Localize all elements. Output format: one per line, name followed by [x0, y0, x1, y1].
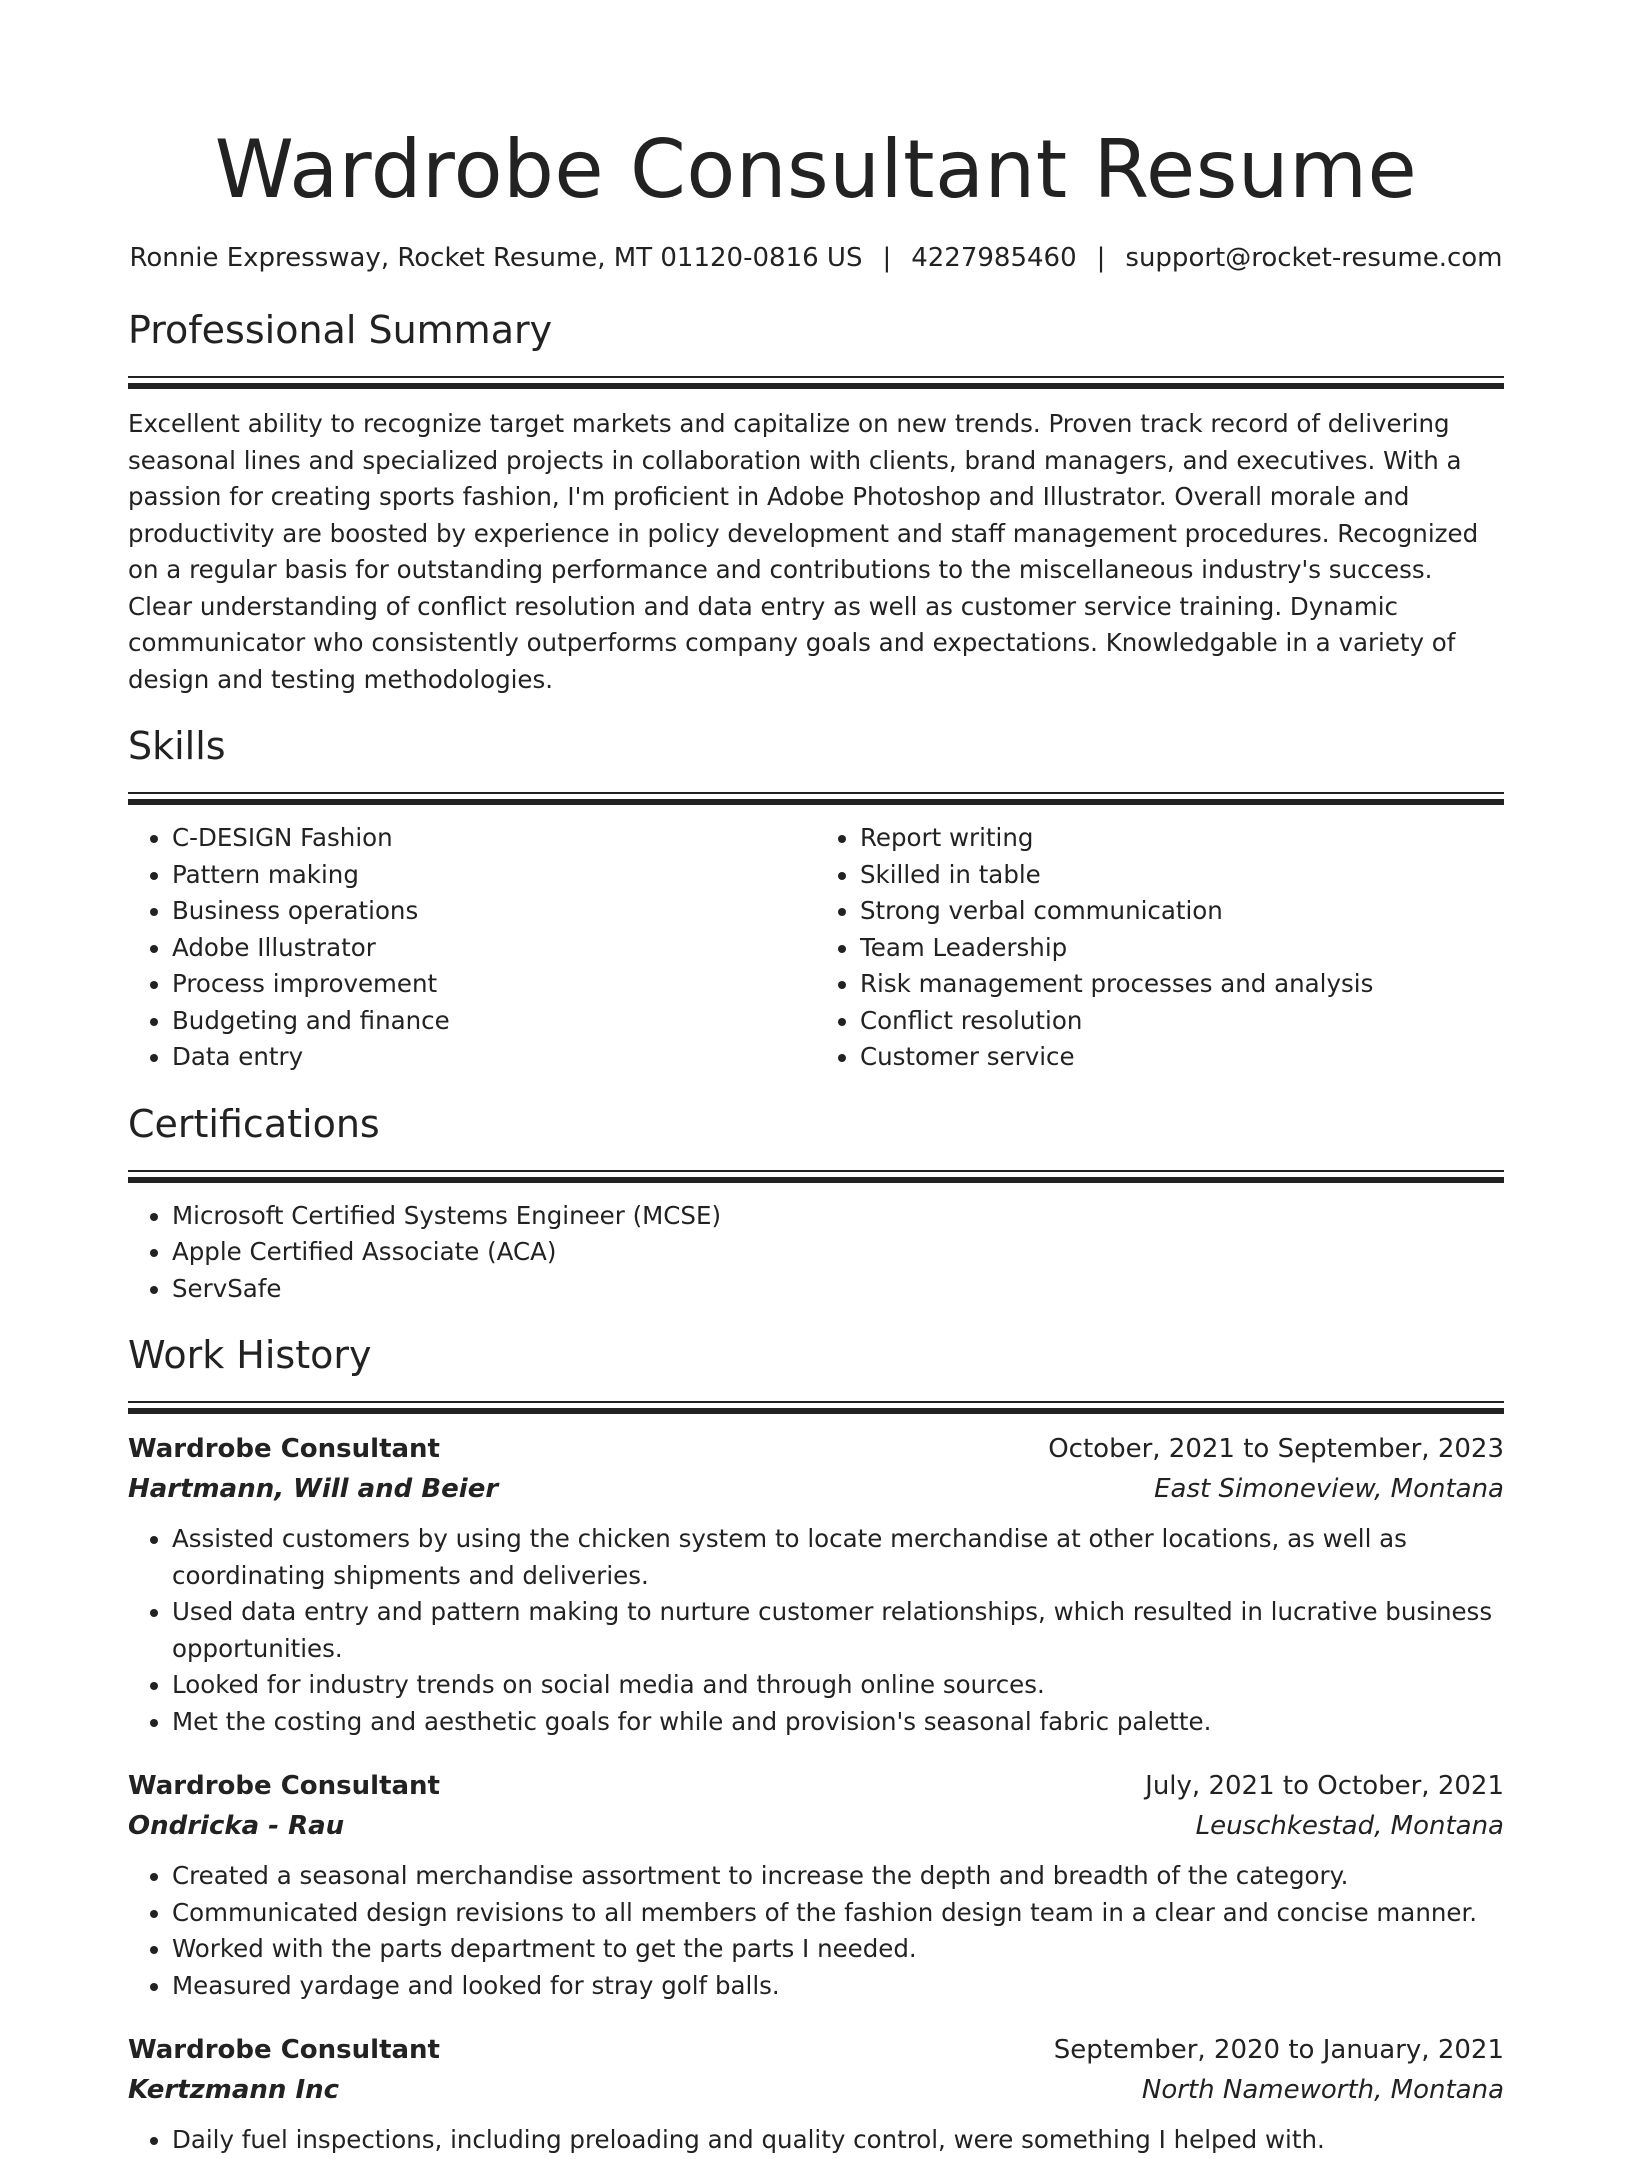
job-location: North Nameworth, Montana	[1141, 2075, 1504, 2105]
job-bullet: • Daily fuel inspections, including preloading and quality control, were something I helped with.	[172, 2122, 1504, 2159]
skill-item: • Team Leadership	[860, 930, 1504, 967]
certification-item: • ServSafe	[172, 1271, 1504, 1308]
contact-separator: |	[882, 243, 892, 273]
certification-item: • Microsoft Certified Systems Engineer (MCSE)	[172, 1198, 1504, 1235]
job-subheader	[128, 1469, 1504, 1509]
skill-item: • Data entry	[172, 1039, 816, 1076]
section-divider	[128, 1170, 1504, 1182]
skill-item: • Process improvement	[172, 966, 816, 1003]
summary-heading: Professional Summary	[128, 308, 553, 352]
job-company: Ondricka - Rau	[128, 1811, 345, 1841]
skill-item: • Business operations	[172, 893, 816, 930]
skill-item: • C-DESIGN Fashion	[172, 820, 816, 857]
job-bullet: • Communicated design revisions to all members of the fashion design team in a clear and concise manner.	[172, 1895, 1504, 1932]
job-bullet: • Created a seasonal merchandise assortment to increase the depth and breadth of the category.	[172, 1858, 1504, 1895]
work-history-section	[128, 1331, 1504, 2159]
job-company: Kertzmann Inc	[128, 2075, 340, 2105]
summary-section	[128, 306, 1504, 698]
job-header	[128, 1766, 1504, 1806]
contact-separator: |	[1096, 243, 1106, 273]
job-header	[128, 2030, 1504, 2070]
skill-item: • Budgeting and finance	[172, 1003, 816, 1040]
job-title: Wardrobe Consultant	[128, 1771, 440, 1801]
skill-item: • Conflict resolution	[860, 1003, 1504, 1040]
skill-item: • Risk management processes and analysis	[860, 966, 1504, 1003]
skills-columns	[128, 820, 1504, 1076]
job-bullet-list	[128, 1521, 1504, 1740]
job-company: Hartmann, Will and Beier	[128, 1474, 499, 1504]
job-bullet: • Met the costing and aesthetic goals for while and provision's seasonal fabric palette.	[172, 1704, 1504, 1741]
job-bullet: • Assisted customers by using the chicken system to locate merchandise at other locations, as well as coordinating shipments and deliveries.	[172, 1521, 1504, 1594]
contact-line	[128, 240, 1504, 276]
skill-item: • Report writing	[860, 820, 1504, 857]
section-divider	[128, 376, 1504, 388]
job-entry	[128, 2030, 1504, 2159]
skills-left-list	[128, 820, 816, 1076]
job-location: Leuschkestad, Montana	[1195, 1811, 1504, 1841]
job-title: Wardrobe Consultant	[128, 2035, 440, 2065]
skill-item: • Pattern making	[172, 857, 816, 894]
certifications-heading: Certifications	[128, 1101, 380, 1146]
summary-text: Excellent ability to recognize target markets and capitalize on new trends. Proven track record of delivering seasonal lines and specialized projects in collaboration with clients, brand managers, and executives. With a passion for creating sports fashion, I'm proficient in Adobe Photoshop and Illustrator. Overall morale and productivity are boosted by experience in policy development and staff management procedures. Recognized on a regular basis for outstanding performance and contributions to the miscellaneous industry's success. Clear understanding of conflict resolution and data entry as well as customer service training. Dynamic communicator who consistently outperforms company goals and expectations. Knowledgable in a variety of design and testing methodologies.	[128, 409, 1479, 694]
job-bullet: • Used data entry and pattern making to nurture customer relationships, which resulted in lucrative business opportunities.	[172, 1594, 1504, 1667]
job-dates: July, 2021 to October, 2021	[1145, 1771, 1504, 1801]
skills-heading: Skills	[128, 724, 226, 768]
job-header	[128, 1429, 1504, 1469]
skill-item: • Adobe Illustrator	[172, 930, 816, 967]
job-bullet: • Looked for industry trends on social media and through online sources.	[172, 1667, 1504, 1704]
section-divider	[128, 1401, 1504, 1413]
certification-item: • Apple Certified Associate (ACA)	[172, 1234, 1504, 1271]
job-dates: September, 2020 to January, 2021	[1053, 2035, 1504, 2065]
skill-item: • Strong verbal communication	[860, 893, 1504, 930]
job-bullet-list	[128, 1858, 1504, 2004]
contact-phone: 4227985460	[911, 243, 1077, 273]
contact-email[interactable]: support@rocket-resume.com	[1125, 243, 1503, 273]
job-subheader	[128, 2070, 1504, 2110]
skill-item: • Skilled in table	[860, 857, 1504, 894]
job-entry	[128, 1766, 1504, 2004]
skill-item: • Customer service	[860, 1039, 1504, 1076]
job-dates: October, 2021 to September, 2023	[1048, 1434, 1504, 1464]
job-title: Wardrobe Consultant	[128, 1434, 440, 1464]
section-divider	[128, 792, 1504, 804]
job-bullet: • Measured yardage and looked for stray golf balls.	[172, 1968, 1504, 2005]
resume-title: Wardrobe Consultant Resume	[214, 123, 1418, 216]
certifications-list	[128, 1198, 1504, 1308]
skills-section	[128, 722, 1504, 1076]
skills-right-list	[816, 820, 1504, 1076]
work-history-heading: Work History	[128, 1333, 372, 1377]
job-entry	[128, 1429, 1504, 1740]
job-bullet-list	[128, 2122, 1504, 2159]
certifications-section	[128, 1100, 1504, 1308]
job-location: East Simoneview, Montana	[1154, 1474, 1504, 1504]
contact-address: Ronnie Expressway, Rocket Resume, MT 01120-0816 US	[129, 243, 863, 273]
job-bullet: • Worked with the parts department to get the parts I needed.	[172, 1931, 1504, 1968]
job-subheader	[128, 1806, 1504, 1846]
